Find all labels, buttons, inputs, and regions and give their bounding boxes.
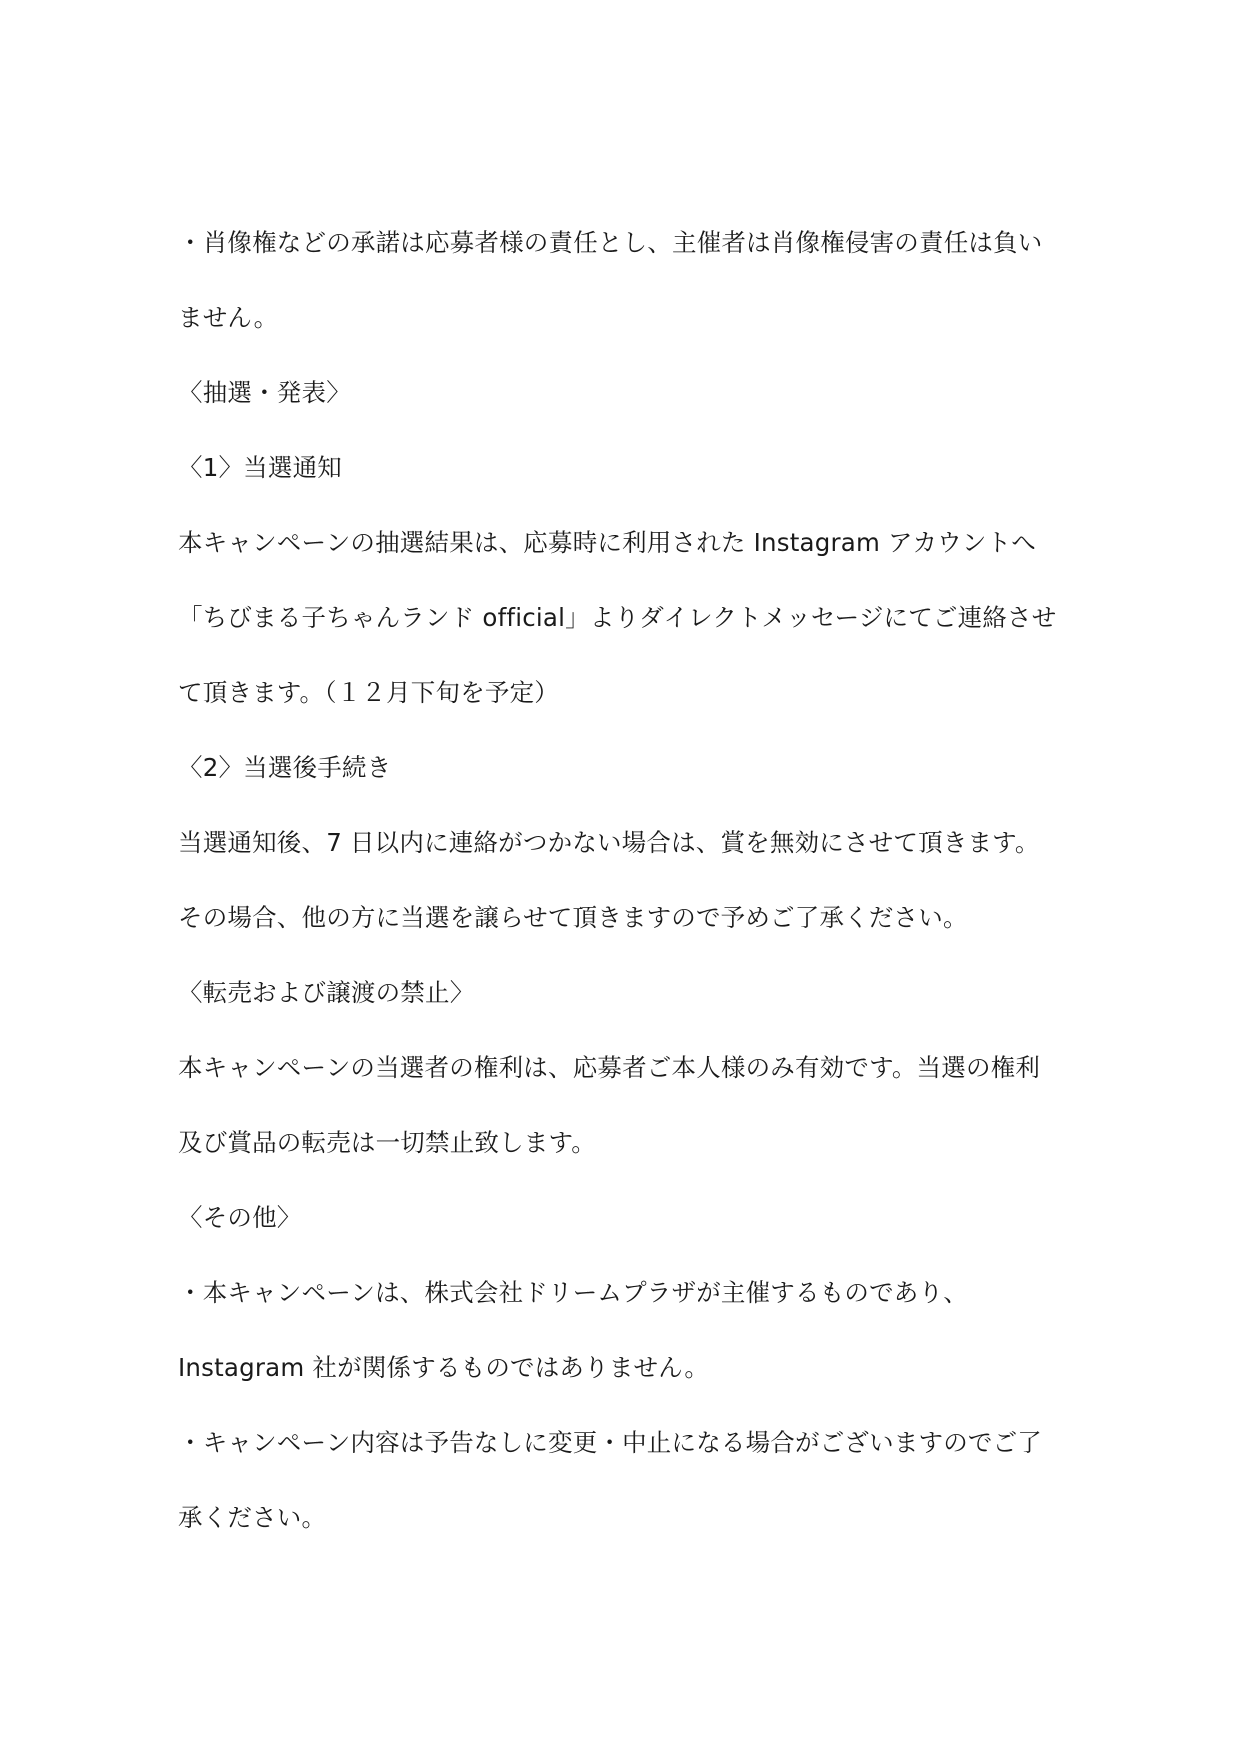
text-line: 承ください。: [178, 1503, 327, 1532]
text-line: その場合、他の方に当選を譲らせて頂きますので予めご了承ください。: [178, 903, 968, 932]
text-line: ・キャンペーン内容は予告なしに変更・中止になる場合がございますのでご了: [178, 1428, 1043, 1457]
text-line: ・肖像権などの承諾は応募者様の責任とし、主催者は肖像権侵害の責任は負い: [178, 228, 1043, 257]
section-heading: 〈抽選・発表〉: [178, 378, 351, 407]
text-line: て頂きます。（１２月下旬を予定）: [178, 678, 559, 707]
text-line: 及び賞品の転売は一切禁止致します。: [178, 1128, 596, 1157]
text-line: ・本キャンペーンは、株式会社ドリームプラザが主催するものであり、: [178, 1278, 968, 1307]
text-line: 「ちびまる子ちゃんランド official」よりダイレクトメッセージにてご連絡させ: [178, 603, 1057, 632]
section-heading: 〈転売および譲渡の禁止〉: [178, 978, 475, 1007]
text-line: 本キャンペーンの当選者の権利は、応募者ご本人様のみ有効です。当選の権利: [178, 1053, 1041, 1082]
text-line: Instagram 社が関係するものではありません。: [178, 1353, 710, 1382]
section-heading: 〈その他〉: [178, 1203, 302, 1232]
subsection-heading: 〈1〉当選通知: [178, 453, 342, 482]
subsection-heading: 〈2〉当選後手続き: [178, 753, 392, 782]
text-line: ません。: [178, 303, 279, 332]
text-line: 当選通知後、7 日以内に連絡がつかない場合は、賞を無効にさせて頂きます。: [178, 828, 1040, 857]
text-line: 本キャンペーンの抽選結果は、応募時に利用された Instagram アカウントへ: [178, 528, 1036, 557]
